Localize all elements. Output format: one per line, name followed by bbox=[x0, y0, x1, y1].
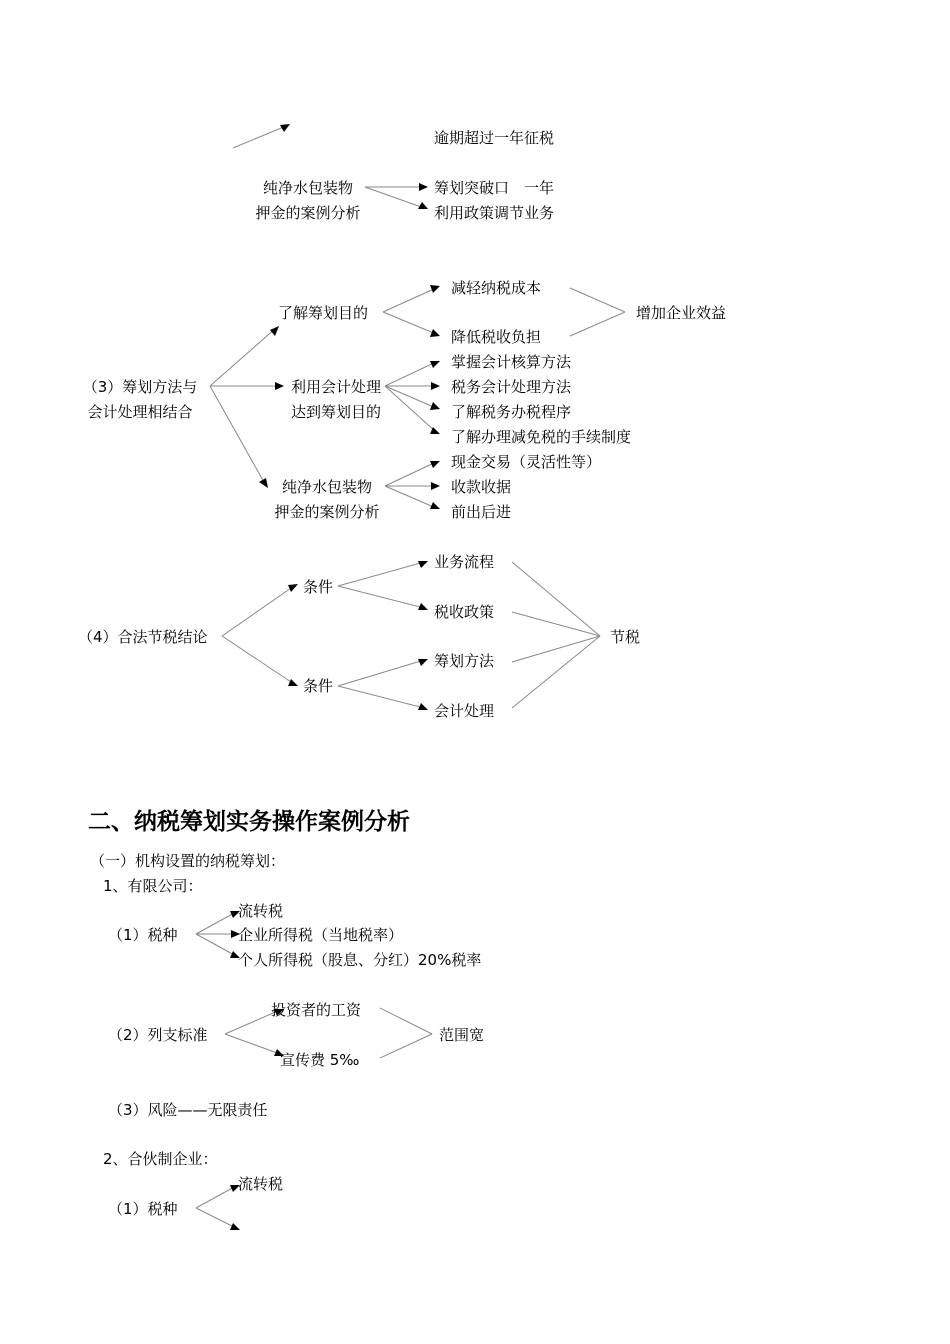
top-right1: 筹划突破口 一年 bbox=[434, 179, 555, 197]
overdue-text: 逾期超过一年征税 bbox=[434, 129, 555, 147]
top-left-line2: 押金的案例分析 bbox=[255, 204, 361, 222]
sec4-condition2: 条件 bbox=[303, 677, 334, 695]
tax2-label: （1）税种 bbox=[108, 1200, 178, 1218]
sec3-branch1: 了解筹划目的 bbox=[278, 304, 369, 322]
standard-label: （2）列支标准 bbox=[108, 1026, 208, 1044]
sec3-b1-item: 减轻纳税成本 bbox=[451, 279, 542, 297]
part2-subheading: （一）机构设置的纳税筹划： bbox=[90, 852, 286, 870]
sec3-b2-item: 了解办理减免税的手续制度 bbox=[451, 428, 632, 446]
top-right2: 利用政策调节业务 bbox=[434, 204, 555, 222]
risk-text: （3）风险——无限责任 bbox=[108, 1101, 268, 1119]
sec3-branch2-line2: 达到筹划目的 bbox=[290, 403, 381, 421]
sec3-b3-item: 收款收据 bbox=[451, 478, 512, 496]
sec3-branch3-line1: 纯净水包装物 bbox=[281, 478, 372, 496]
sec3-b3-item: 现金交易（灵活性等） bbox=[451, 453, 602, 471]
sec3-b2-item: 税务会计处理方法 bbox=[451, 378, 572, 396]
tax-item: 个人所得税（股息、分红）20%税率 bbox=[238, 951, 482, 969]
top-left-line1: 纯净水包装物 bbox=[262, 179, 353, 197]
standard-result: 范围宽 bbox=[439, 1026, 485, 1044]
sec3-b3-item: 前出后进 bbox=[451, 503, 512, 521]
sec4-result: 节税 bbox=[610, 628, 641, 646]
sec4-condition1: 条件 bbox=[303, 578, 334, 596]
sec4-item: 税收政策 bbox=[434, 603, 495, 621]
sec3-root-line2: 会计处理相结合 bbox=[87, 403, 193, 421]
sec3-b2-item: 掌握会计核算方法 bbox=[451, 353, 572, 371]
sec3-b2-item: 了解税务办税程序 bbox=[451, 403, 572, 421]
sec3-b1-result: 增加企业效益 bbox=[636, 304, 727, 322]
sec4-item: 会计处理 bbox=[434, 702, 495, 720]
sec3-branch2-line1: 利用会计处理 bbox=[290, 378, 381, 396]
standard-item: 投资者的工资 bbox=[271, 1001, 362, 1019]
company-type-2: 2、合伙制企业： bbox=[103, 1150, 218, 1168]
tax-item: 流转税 bbox=[238, 902, 284, 920]
tax-item: 企业所得税（当地税率） bbox=[238, 926, 404, 944]
sec3-b1-item: 降低税收负担 bbox=[451, 328, 542, 346]
sec3-branch3-line2: 押金的案例分析 bbox=[274, 503, 380, 521]
tax-label: （1）税种 bbox=[108, 926, 178, 944]
standard-item: 宣传费 5‰ bbox=[280, 1051, 360, 1069]
sec4-root: （4）合法节税结论 bbox=[78, 628, 208, 646]
sec3-root-line1: （3）筹划方法与 bbox=[82, 378, 198, 396]
company-type-1: 1、有限公司： bbox=[103, 877, 203, 895]
part2-heading: 二、纳税筹划实务操作案例分析 bbox=[88, 809, 410, 835]
sec4-item: 筹划方法 bbox=[434, 652, 495, 670]
sec4-item: 业务流程 bbox=[434, 553, 495, 571]
tax2-item: 流转税 bbox=[238, 1175, 284, 1193]
